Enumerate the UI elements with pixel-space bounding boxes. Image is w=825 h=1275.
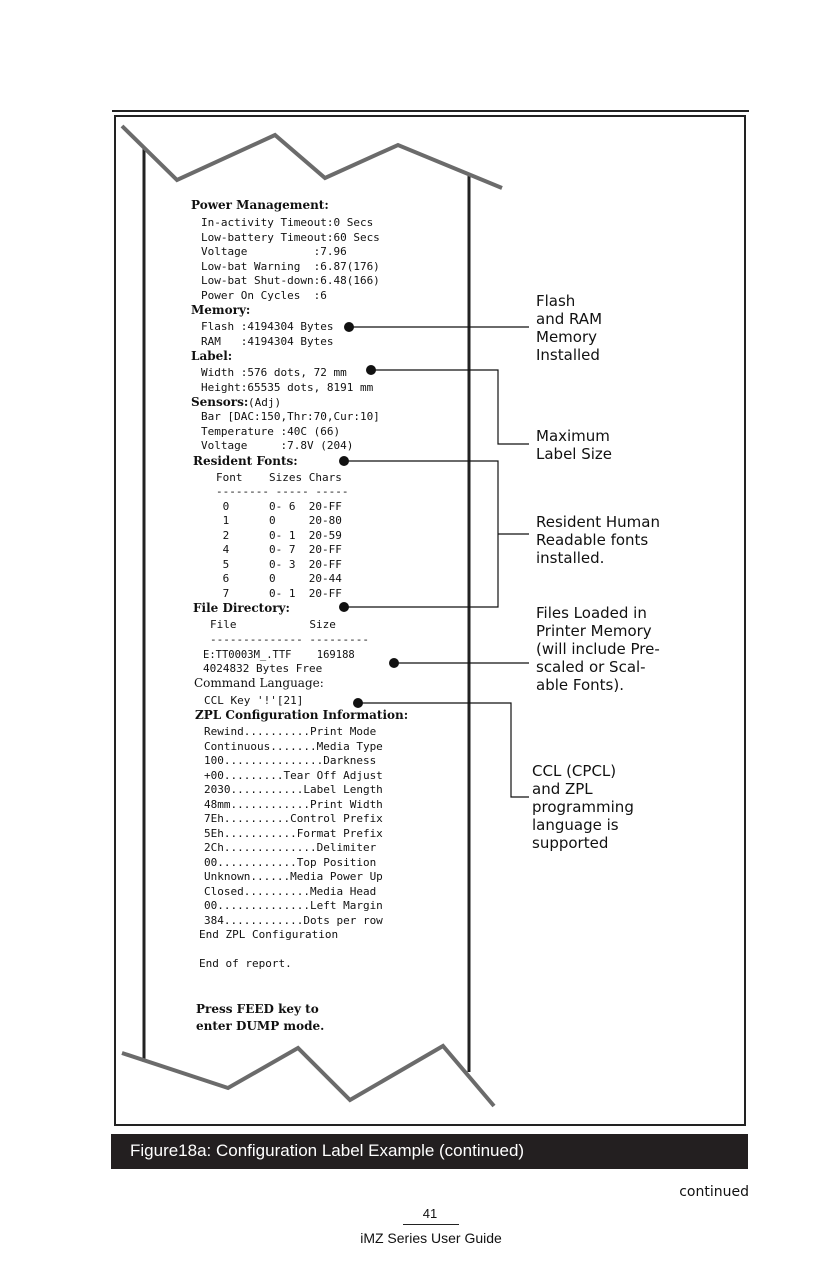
tear-line-top [122, 126, 502, 188]
callout-flash-ram: Flash and RAM Memory Installed [536, 292, 603, 364]
figure-caption: Figure18a: Configuration Label Example (continued) [130, 1141, 525, 1160]
continued-label: continued [679, 1184, 749, 1200]
command-line: CCL Key '!'[21] [204, 694, 304, 707]
dot-memory [344, 322, 354, 332]
fonts-row: 4 0- 7 20-FF [216, 543, 342, 556]
fonts-row: 6 0 20-44 [216, 572, 342, 585]
files-separator: -------------- --------- [210, 633, 369, 646]
guide-title: iMZ Series User Guide [360, 1230, 502, 1246]
power-line-2: Low-battery Timeout:60 Secs [201, 231, 380, 244]
zpl-line: 2Ch..............Delimiter [204, 841, 377, 854]
zpl-line: 48mm............Print Width [204, 798, 383, 811]
files-heading: File Directory: [193, 601, 290, 615]
sensors-line-1: Bar [DAC:150,Thr:70,Cur:10] [201, 410, 380, 423]
press-feed-line-2: enter DUMP mode. [196, 1019, 325, 1033]
fonts-row: 7 0- 1 20-FF [216, 587, 342, 600]
memory-line-1: Flash :4194304 Bytes [201, 320, 334, 333]
fonts-heading: Resident Fonts: [193, 454, 298, 468]
end-of-report: End of report. [199, 957, 292, 970]
files-free: 4024832 Bytes Free [203, 662, 323, 675]
power-line-3: Voltage :7.96 [201, 245, 347, 258]
sensors-heading: Sensors: [191, 395, 249, 409]
tear-line-bottom [122, 1046, 494, 1106]
fonts-row: 0 0- 6 20-FF [216, 500, 342, 513]
zpl-line: Rewind..........Print Mode [204, 725, 377, 738]
zpl-line: Unknown......Media Power Up [204, 870, 383, 883]
fonts-row: 2 0- 1 20-59 [216, 529, 342, 542]
label-heading: Label: [191, 349, 233, 363]
files-row: E:TT0003M_.TTF 169188 [203, 649, 355, 661]
zpl-heading: ZPL Configuration Information: [195, 708, 409, 722]
sensors-line-2: Temperature :40C (66) [201, 425, 341, 438]
label-line-1: Width :576 dots, 72 mm [201, 366, 347, 379]
leader-fonts [344, 461, 498, 607]
power-line-5: Low-bat Shut-down:6.48(166) [201, 274, 380, 287]
power-line-6: Power On Cycles :6 [201, 289, 327, 302]
zpl-line: 00............Top Position [204, 856, 377, 869]
callout-label-size: Maximum Label Size [536, 427, 613, 463]
press-feed-line-1: Press FEED key to [196, 1002, 319, 1016]
callout-files: Files Loaded in Printer Memory (will include Pre- scaled or Scal- able Fonts). [536, 604, 660, 694]
figure-caption-bar [111, 1134, 748, 1169]
leader-label-size [371, 370, 529, 444]
zpl-line: 00..............Left Margin [204, 899, 383, 912]
power-line-4: Low-bat Warning :6.87(176) [201, 260, 380, 273]
zpl-line: 100...............Darkness [204, 754, 377, 767]
zpl-line: 5Eh...........Format Prefix [204, 827, 383, 840]
zpl-line: Closed..........Media Head [204, 885, 377, 898]
zpl-end: End ZPL Configuration [199, 928, 339, 941]
sensors-heading-suffix: (Adj) [248, 396, 282, 409]
zpl-line: 2030...........Label Length [204, 783, 383, 796]
zpl-line: +00.........Tear Off Adjust [204, 769, 383, 782]
memory-line-2: RAM :4194304 Bytes [201, 335, 334, 348]
dot-label-size [366, 365, 376, 375]
dot-files [389, 658, 399, 668]
dot-fonts-top [339, 456, 349, 466]
memory-heading: Memory: [191, 303, 251, 317]
label-line-2: Height:65535 dots, 8191 mm [201, 381, 374, 394]
fonts-separator: -------- ----- ----- [216, 485, 349, 498]
command-heading: Command Language: [194, 676, 324, 690]
zpl-line: 7Eh..........Control Prefix [204, 812, 383, 825]
dot-fonts-bottom [339, 602, 349, 612]
page-number: 41 [422, 1206, 438, 1221]
power-heading: Power Management: [191, 198, 329, 212]
files-header: File Size [210, 618, 336, 631]
sensors-line-3: Voltage :7.8V (204) [201, 439, 354, 452]
page-number-rule [403, 1224, 459, 1225]
dot-ccl [353, 698, 363, 708]
fonts-header: Font Sizes Chars [216, 471, 342, 484]
fonts-row: 5 0- 3 20-FF [216, 558, 342, 571]
zpl-line: Continuous.......Media Type [204, 740, 383, 753]
fonts-row: 1 0 20-80 [216, 514, 342, 527]
power-line-1: In-activity Timeout:0 Secs [201, 216, 374, 229]
callout-ccl-zpl: CCL (CPCL) and ZPL programming language is supported [532, 762, 634, 852]
callout-resident-fonts: Resident Human Readable fonts installed. [536, 513, 660, 567]
zpl-line: 384............Dots per row [204, 914, 383, 927]
